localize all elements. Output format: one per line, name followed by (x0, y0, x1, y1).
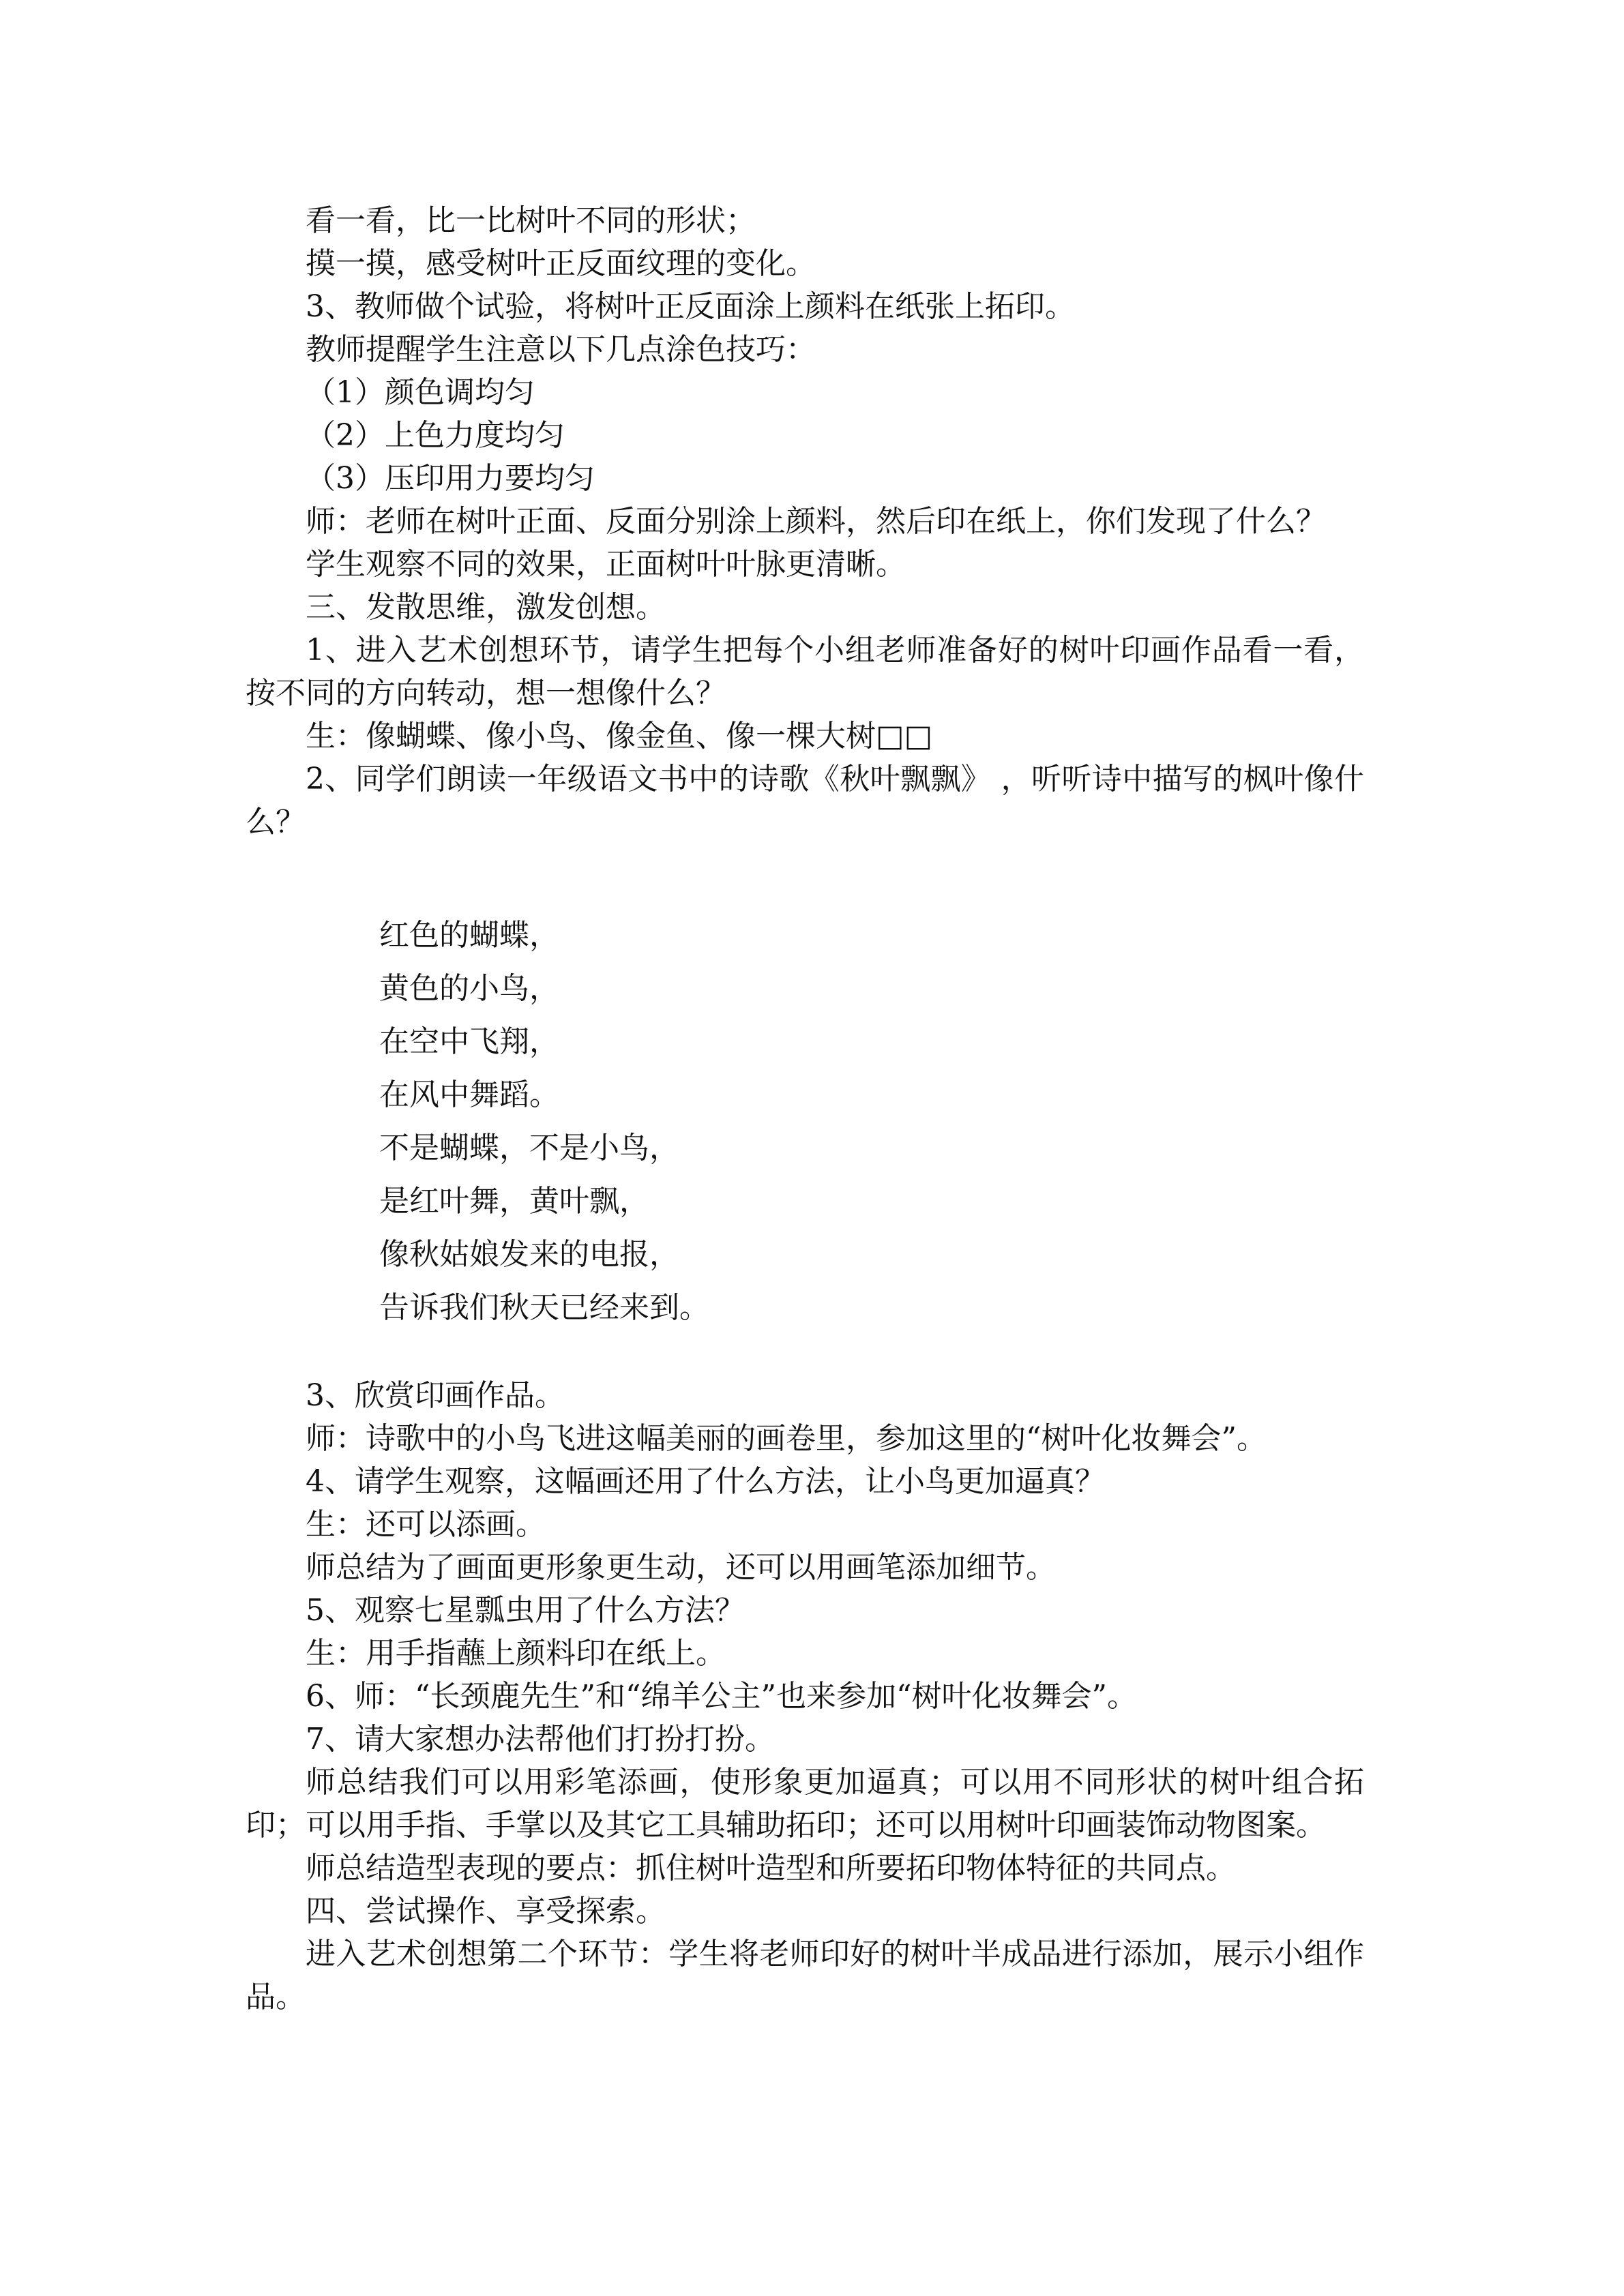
paragraph-dress-up: 7、请大家想办法帮他们打扮打扮。 (306, 1722, 775, 1757)
paragraph-look-compare: 看一看，比一比树叶不同的形状； (306, 203, 756, 238)
spacer (246, 844, 1364, 909)
tip-1: （1）颜色调均匀 (306, 375, 535, 410)
poem-line: 是红叶舞，黄叶飘， (379, 1184, 649, 1219)
document-page (246, 199, 1364, 2018)
tip-3: （3）压印用力要均匀 (306, 461, 595, 496)
paragraph-second-stage: 进入艺术创想第二个环节：学生将老师印好的树叶半成品进行添加，展示小组作品。 (246, 1937, 1364, 2014)
poem-line: 在空中飞翔， (379, 1024, 559, 1059)
paragraph-ladybug: 5、观察七星瓢虫用了什么方法？ (306, 1593, 745, 1628)
paragraph-teacher-summary-methods: 师总结我们可以用彩笔添画，使形象更加逼真；可以用不同形状的树叶组合拓印；可以用手指、手掌以及其它工具辅助拓印；还可以用树叶印画装饰动物图案。 (246, 1765, 1364, 1843)
poem-line: 告诉我们秋天已经来到。 (379, 1290, 709, 1325)
poem (246, 909, 1364, 1335)
paragraph-coloring-tips: 教师提醒学生注意以下几点涂色技巧： (306, 332, 816, 367)
paragraph-teacher-bird: 师：诗歌中的小鸟飞进这幅美丽的画卷里，参加这里的“树叶化妆舞会”。 (306, 1421, 1267, 1456)
lower-section (246, 1374, 1364, 2018)
paragraph-poem-intro: 2、同学们朗读一年级语文书中的诗歌《秋叶飘飘》 ，听听诗中描写的枫叶像什么？ (246, 762, 1364, 839)
poem-line: 像秋姑娘发来的电报， (379, 1237, 679, 1272)
poem-line: 不是蝴蝶，不是小鸟， (379, 1131, 679, 1165)
paragraph-touch-feel: 摸一摸，感受树叶正反面纹理的变化。 (306, 246, 816, 281)
paragraph-finger-print: 生：用手指蘸上颜料印在纸上。 (306, 1636, 726, 1671)
paragraph-student-observation: 学生观察不同的效果，正面树叶叶脉更清晰。 (306, 547, 906, 582)
spacer (246, 1335, 1364, 1374)
paragraph-observe-method: 4、请学生观察，这幅画还用了什么方法，让小鸟更加逼真？ (306, 1464, 1105, 1499)
poem-line: 红色的蝴蝶， (379, 918, 559, 953)
paragraph-giraffe-sheep: 6、师：“长颈鹿先生”和“绵羊公主”也来参加“树叶化妆舞会”。 (306, 1679, 1137, 1714)
paragraph-teacher-question: 师：老师在树叶正面、反面分别涂上颜料，然后印在纸上，你们发现了什么？ (306, 504, 1326, 539)
poem-line: 黄色的小鸟， (379, 971, 559, 1006)
paragraph-key-points: 师总结造型表现的要点：抓住树叶造型和所要拓印物体特征的共同点。 (306, 1851, 1236, 1885)
poem-line: 在风中舞蹈。 (379, 1077, 559, 1112)
paragraph-art-creation: 1、进入艺术创想环节，请学生把每个小组老师准备好的树叶印画作品看一看，按不同的方向转动，想一想像什么？ (246, 633, 1364, 711)
paragraph-teacher-summary-detail: 师总结为了画面更形象更生动，还可以用画笔添加细节。 (306, 1550, 1056, 1585)
paragraph-appreciate: 3、欣赏印画作品。 (306, 1378, 565, 1413)
paragraph-student-answer: 生：像蝴蝶、像小鸟、像金鱼、像一棵大树□□ (306, 719, 933, 754)
section-heading-3: 三、发散思维，激发创想。 (306, 590, 666, 625)
tip-2: （2）上色力度均匀 (306, 418, 565, 453)
paragraph-add-drawing: 生：还可以添画。 (306, 1507, 546, 1542)
section-heading-4: 四、尝试操作、享受探索。 (306, 1894, 666, 1928)
paragraph-teacher-experiment: 3、教师做个试验，将树叶正反面涂上颜料在纸张上拓印。 (306, 289, 1075, 324)
